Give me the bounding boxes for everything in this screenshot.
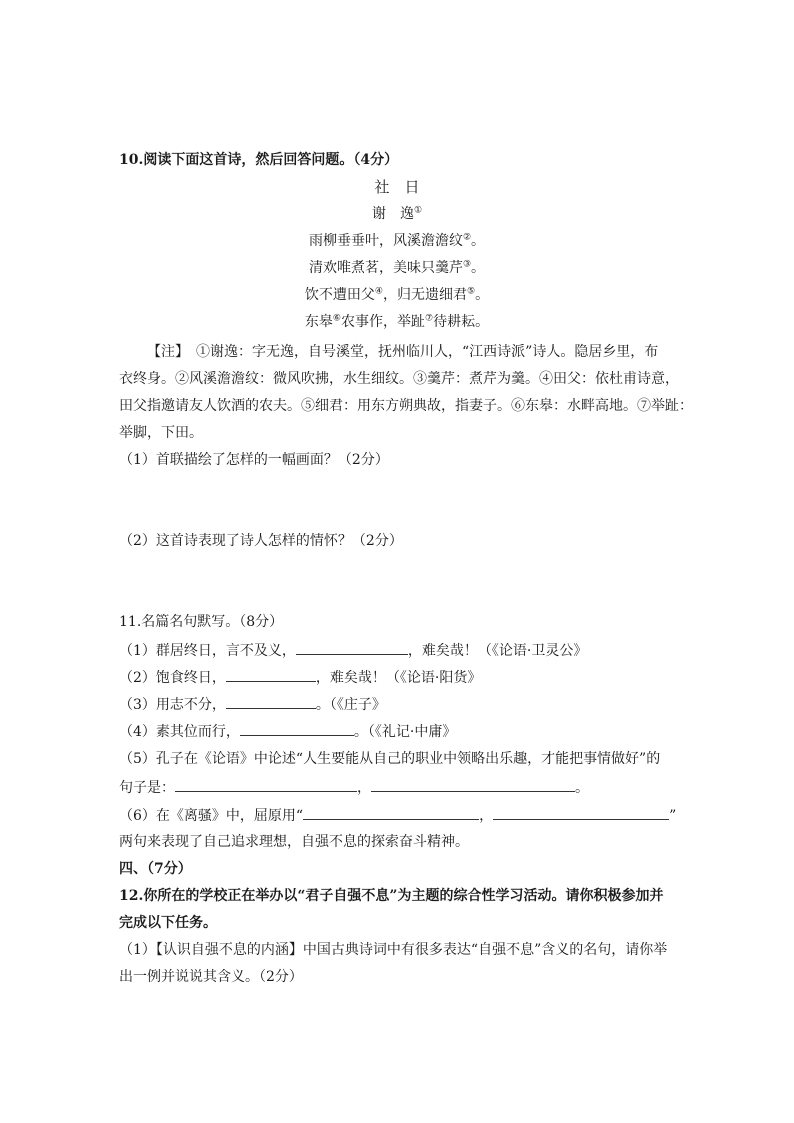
answer-blank[interactable] [296,640,408,655]
q11-item5-line1: （5）孔子在《论语》中论述“人生要能从自己的职业中领略出乐趣，才能把事情做好”的 [119,751,661,767]
poem-line [0,258,794,278]
answer-blank[interactable] [371,777,575,792]
poem-line-end: 。 [471,233,486,249]
note-marker: ⑦ [425,313,434,324]
item-text: 。 [575,780,589,796]
poem-line [0,285,794,305]
note-marker: ② [462,232,472,243]
q12-heading-line1: 12.你所在的学校正在举办以“君子自强不息”为主题的综合性学习活动。请你积极参加并 [119,888,664,904]
item-text: ” [669,808,677,824]
q11-heading: 11.名篇名句默写。（8分） [119,614,284,630]
notes-line: 田父指邀请友人饮酒的农夫。⑤细君：用东方朔典故，指妻子。⑥东皋：水畔高地。⑦举趾： [119,398,693,414]
poem-author [0,204,794,224]
q11-item [119,667,481,688]
answer-blank[interactable] [240,721,354,736]
poem-line-text: 饮不遭田父 [304,287,375,303]
item-text: 。（《礼记·中庸》 [353,724,457,740]
q10-sub1: （1）首联描绘了怎样的一幅画面？（2分） [119,452,389,468]
item-text: （2）饱食终日， [119,670,226,686]
item-text: （4）素其位而行， [119,724,240,740]
poem-line [0,312,794,332]
poem-line-text: ，归无遗细君 [383,287,467,303]
q11-item [119,721,456,742]
note-marker: ⑥ [332,313,341,324]
answer-blank[interactable] [226,667,316,682]
q12-sub1-line2: 出一例并说说其含义。（2分） [119,969,303,985]
item-text: ，难矣哉！（《论语·阳货》 [315,670,482,686]
poem-line-text: 农事作，举趾 [341,314,425,330]
q11-item5-line2 [119,777,589,798]
q10-sub2: （2）这首诗表现了诗人怎样的情怀？（2分） [119,533,403,549]
poem-author-name: 谢 逸 [371,206,414,222]
poem-line [0,231,794,251]
poem-line-end: 。 [471,260,486,276]
item-text: （3）用志不分， [119,697,226,713]
item-text: （6）在《离骚》中，屈原用“ [119,808,304,824]
item-text: ，难矣哉！（《论语·卫灵公》 [407,643,588,659]
poem-line-text: 东皋 [304,314,333,330]
note-marker: ⑤ [467,286,476,297]
note-marker: ④ [374,286,383,297]
item-text: ， [357,780,371,796]
section4-heading: 四、（7分） [119,861,192,877]
notes-line: 举脚，下田。 [119,425,203,441]
answer-blank[interactable] [175,777,357,792]
poem-line-end: 。 [475,287,490,303]
item-text: 。（《庄子》 [315,697,386,713]
q11-item6-line2: 两句来表现了自己追求理想，自强不息的探索奋斗精神。 [119,834,469,850]
answer-blank[interactable] [226,694,316,709]
q12-sub1-line1: （1）【认识自强不息的内涵】中国古典诗词中有很多表达“自强不息”含义的名句，请你举 [119,942,668,958]
poem-line-text: 雨柳垂垂叶，风溪澹澹纹 [308,233,463,249]
item-text: ， [479,808,494,824]
poem-line-text: 清欢唯煮茗，美味只羹芹 [308,260,463,276]
q11-item6-line1 [119,805,676,826]
note-marker: ③ [462,259,472,270]
q11-item [119,694,386,715]
item-text: 句子是： [119,780,175,796]
q10-heading: 10.阅读下面这首诗，然后回答问题。（4分） [119,152,399,168]
poem-line-end: 待耕耘。 [433,314,490,330]
notes-line: 衣终身。②风溪澹澹纹：微风吹拂，水生细纹。③羹芹：煮芹为羹。④田父：依杜甫诗意， [119,371,679,387]
notes-line: 【注】 ①谢逸：字无逸，自号溪堂，抚州临川人，“江西诗派”诗人。隐居乡里，布 [147,344,659,360]
q12-heading-line2: 完成以下任务。 [119,915,217,931]
note-marker: ① [413,205,423,216]
answer-blank[interactable] [303,805,479,820]
q11-item [119,640,587,661]
item-text: （1）群居终日，言不及义， [119,643,296,659]
poem-title: 社 日 [374,178,420,196]
answer-blank[interactable] [493,805,669,820]
